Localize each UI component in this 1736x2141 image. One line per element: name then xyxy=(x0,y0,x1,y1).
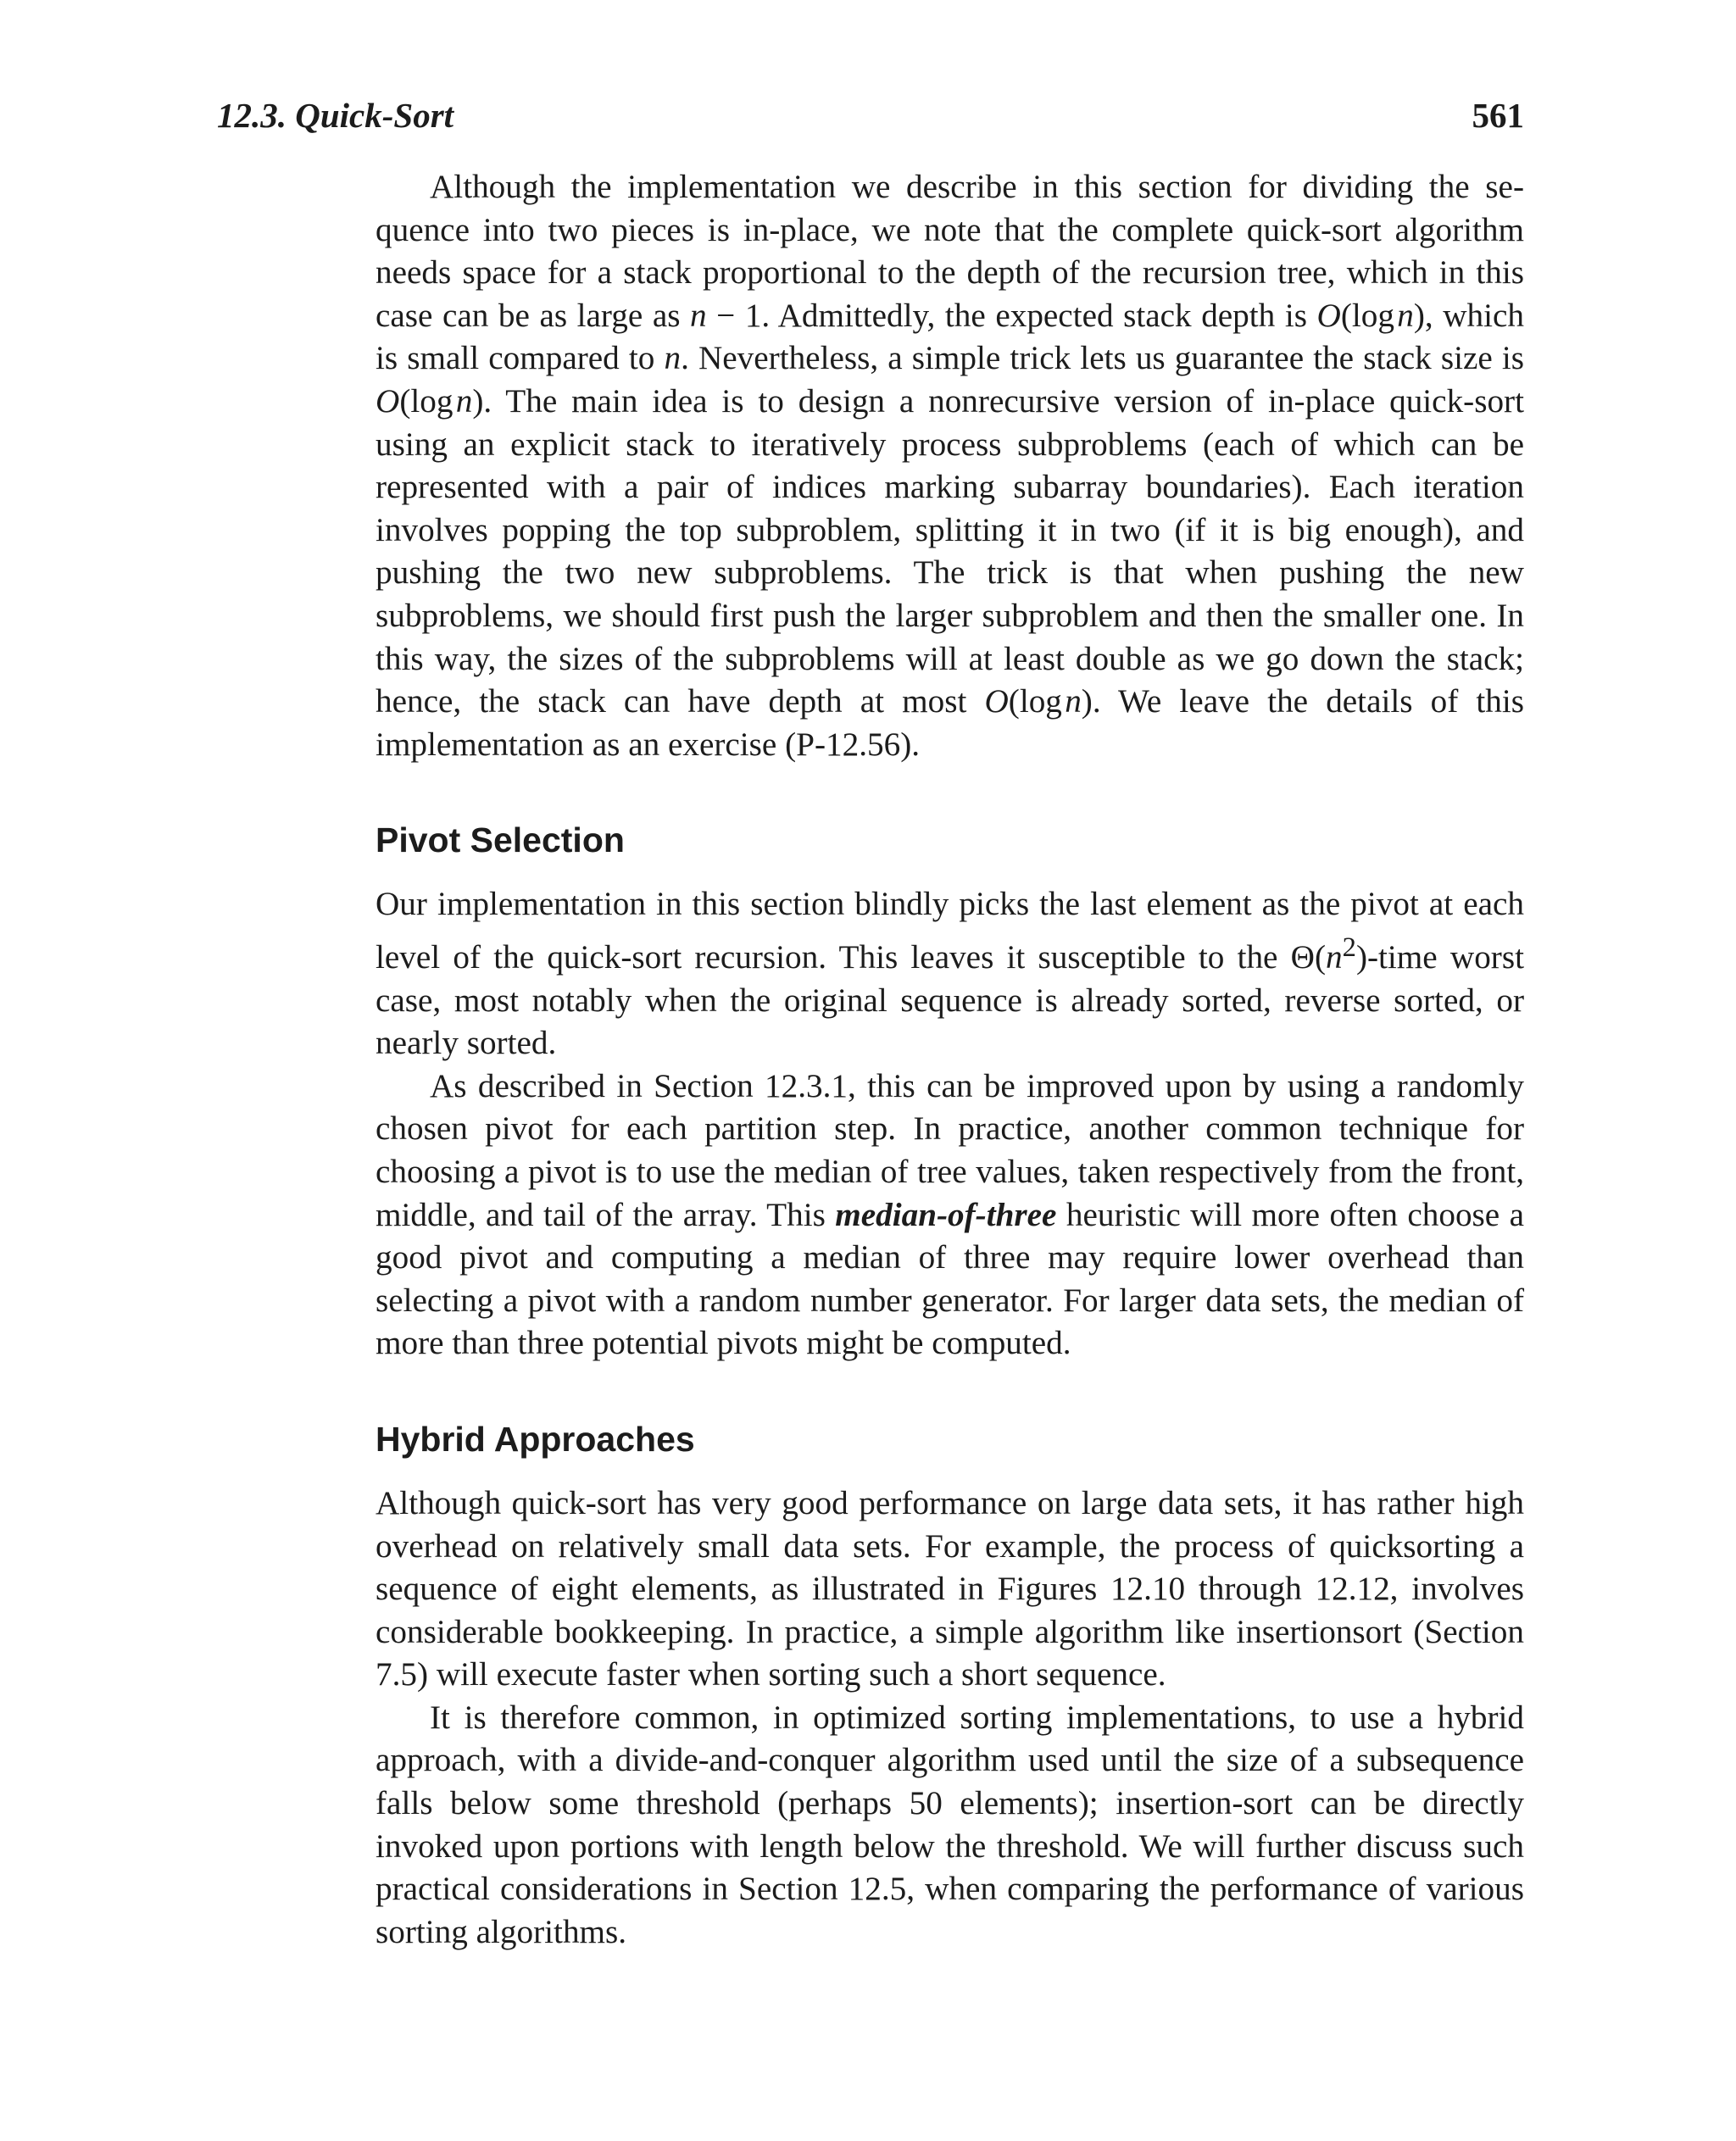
page-body xyxy=(376,166,1524,1954)
text-run: (log xyxy=(1340,297,1394,334)
text-run: heuristic will more often choose a good pivot and computing a median of three may require lower overhead than selecting a pivot with a random number generator. For larger data sets, the median of more than three potential pivots might be computed. xyxy=(376,1196,1524,1362)
text-run: . Nevertheless, a simple trick lets us guarantee the stack size is xyxy=(681,340,1524,377)
text-run: Our implementation in this section blindly picks the last element as the pivot at each level of the quick-sort recursion. This leaves it susceptible to the Θ( xyxy=(376,886,1524,976)
text-run: )-time worst case, most notably when the original sequence is already sorted, reverse sorted, or nearly sorted. xyxy=(376,938,1524,1062)
math-variable: n xyxy=(690,297,707,334)
paragraph-pivot-intro xyxy=(376,883,1524,1065)
text-run: As described in Section 12.3.1, this can be improved upon by using a randomly chosen pivot for each partition step. In practice, another common technique for choosing a pivot is to use the median of tree values, taken respectively from the front, middle, and tail of the array. This xyxy=(376,1067,1524,1233)
section-heading-pivot-selection: Pivot Selection xyxy=(376,820,625,860)
text-run: ), which is small compared to xyxy=(376,297,1524,377)
math-variable: n xyxy=(664,340,682,377)
math-variable: n xyxy=(1326,938,1343,976)
text-run: − 1. Admittedly, the expected stack depth is xyxy=(706,297,1317,334)
text-run: Although the implementation we describe in this section for dividing the sequence into two pieces is in-place, we note that the complete quick-sort algorithm needs space for a stack proportional to the depth of the recursion tree, which in this case can be as large as xyxy=(376,169,1524,334)
emphasized-term: median-of-three xyxy=(835,1196,1057,1233)
math-superscript: 2 xyxy=(1342,931,1356,963)
running-header-section: 12.3. Quick-Sort xyxy=(217,96,454,135)
page-number: 561 xyxy=(1472,96,1524,135)
math-variable: O xyxy=(984,683,1009,720)
page-header xyxy=(217,95,1524,146)
math-variable: n xyxy=(1397,297,1414,334)
text-run: ). The main idea is to design a nonrecursive version of in-place quick-sort using an explicit stack to iteratively process subproblems (each of which can be represented with a pair of indices marking subarray boundaries). Each iteration involves popping the top subproblem, splitting it in two (if it is big enough), and pushing the two new subproblems. The trick is that when pushing the new subproblems, we should first push the larger subproblem and then the smaller one. In this way, the sizes of the subproblems will at least double as we go down the stack; hence, the stack can have depth at most xyxy=(376,382,1524,720)
text-run: ). We leave the details of this implementation as an exercise (P-12.56). xyxy=(376,683,1524,763)
paragraph-hybrid-threshold: It is therefore common, in optimized sorting implementations, to use a hybrid approach, with a divide-and-conquer algorithm used until the size of a subsequence falls below some threshold (perhaps 50 elements); insertion-sort can be directly invoked upon portions with length below the threshold. We will further discuss such practical considerations in Section 12.5, when comparing the performance of various sorting algorithms. xyxy=(376,1699,1524,1950)
paragraph-stack-depth xyxy=(376,166,1524,766)
math-variable: O xyxy=(376,382,400,420)
paragraph-hybrid-intro: Although quick-sort has very good performance on large data sets, it has rather high overhead on relatively small data sets. For example, the process of quicksorting a sequence of eight elements, as illustrated in Figures 12.10 through 12.12, involves considerable bookkeeping. In practice, a simple algorithm like insertionsort (Section 7.5) will execute faster when sorting such a short sequence. xyxy=(376,1484,1524,1693)
paragraph-median-of-three xyxy=(376,1065,1524,1365)
math-variable: n xyxy=(1065,683,1082,720)
math-variable: n xyxy=(455,382,473,420)
math-variable: O xyxy=(1316,297,1341,334)
text-run: (log xyxy=(399,382,453,420)
text-run: (log xyxy=(1008,683,1062,720)
section-heading-hybrid-approaches: Hybrid Approaches xyxy=(376,1419,695,1459)
